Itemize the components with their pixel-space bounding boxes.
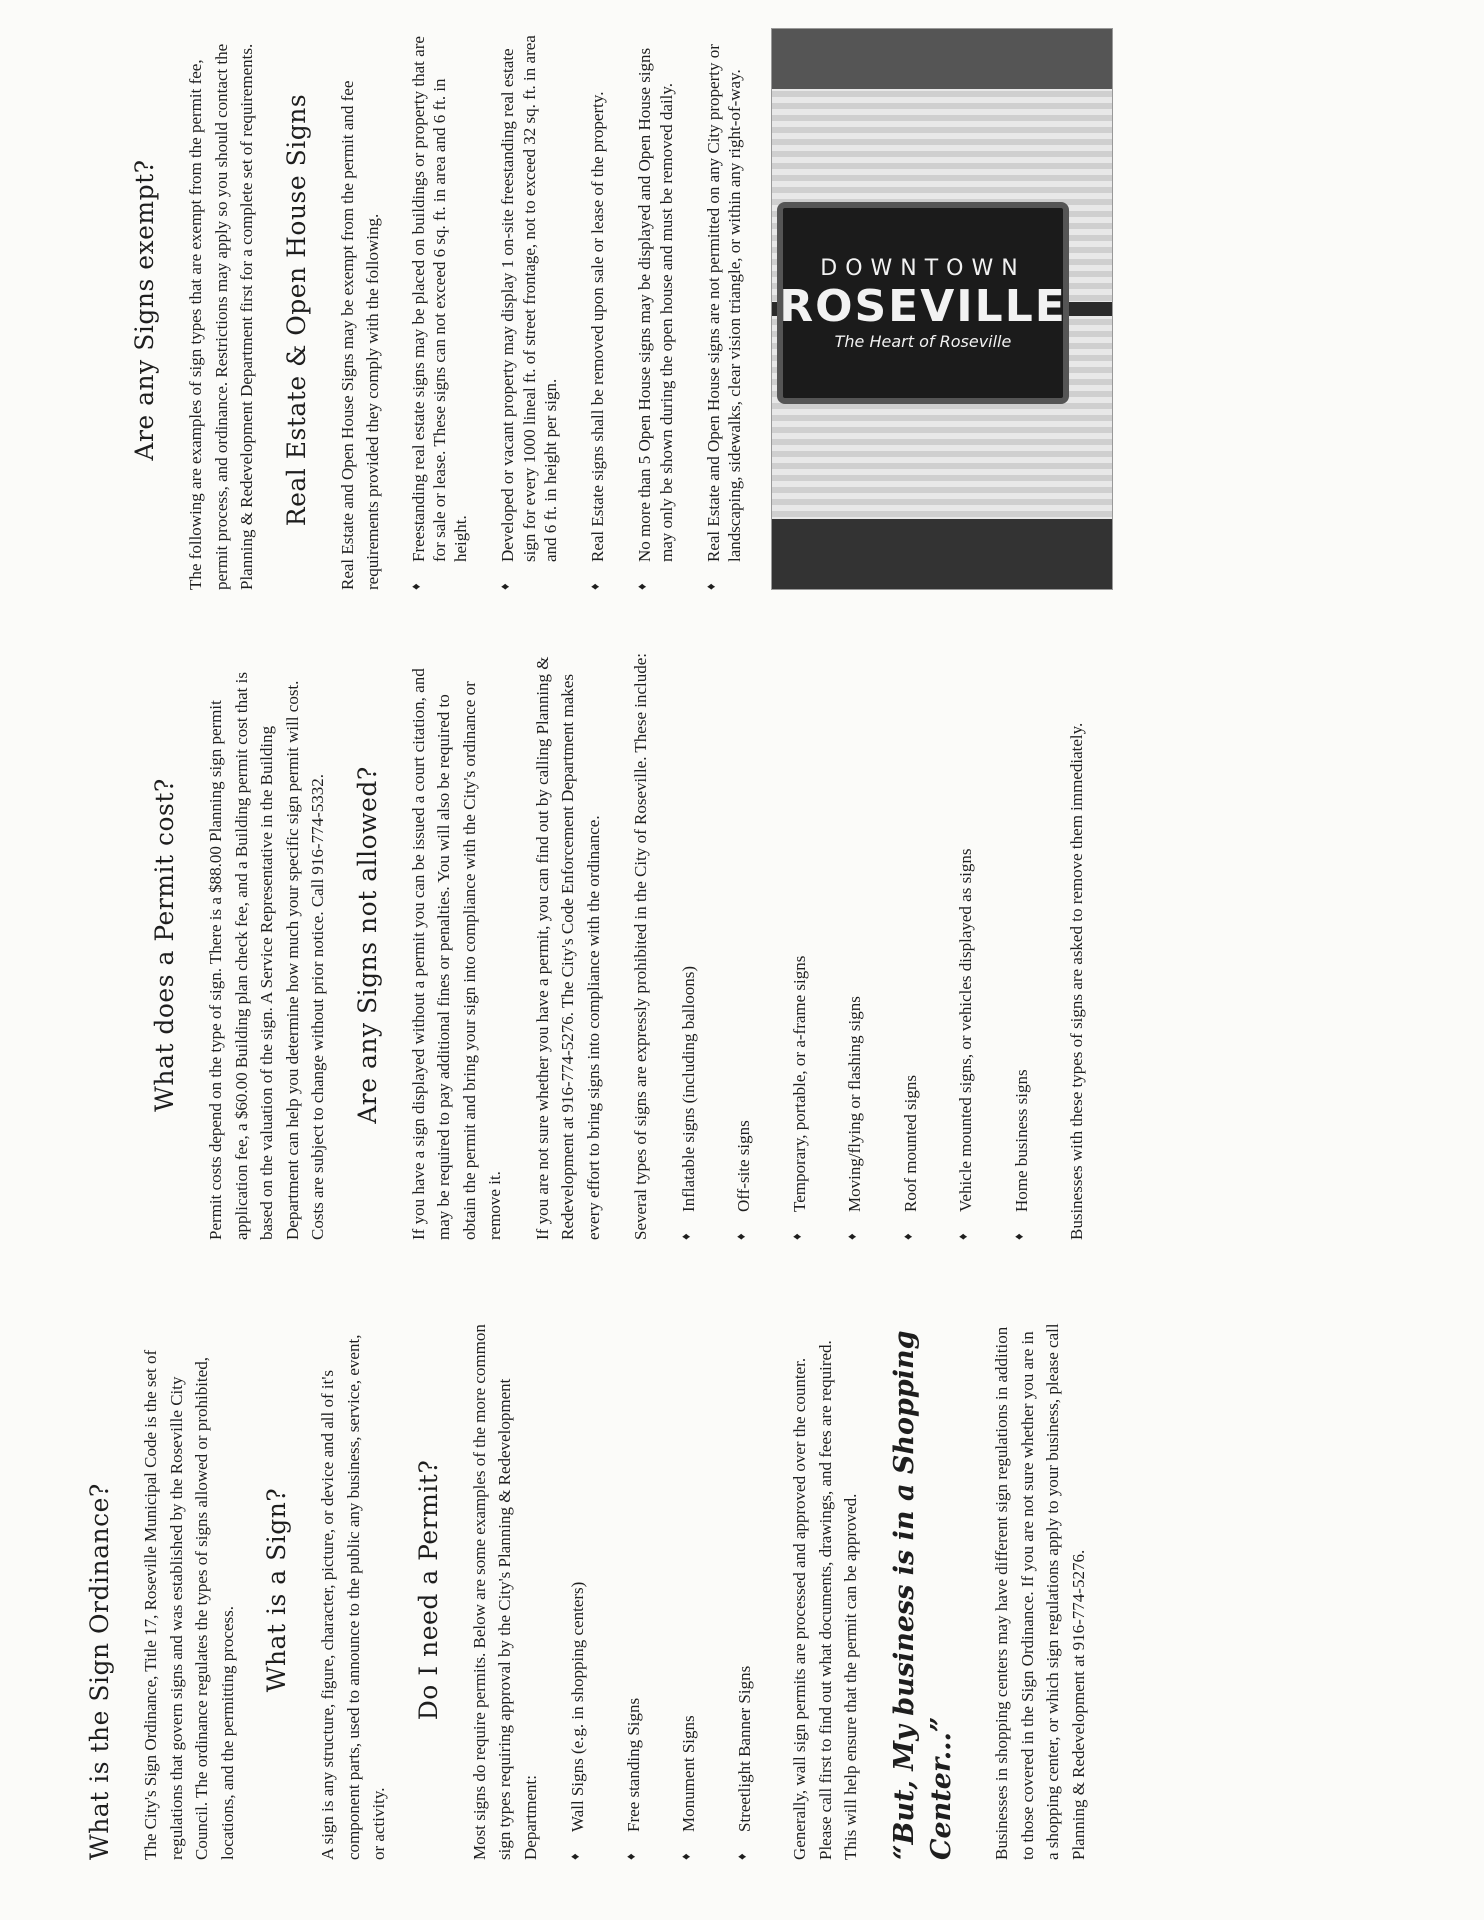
panel-sign-ordinance: [0, 1290, 1484, 1880]
text-signs-not-allowed: If you have a sign displayed without a permit you can be issued a court citation, and may be required to pay additional fines or penalties. You will also be required to obtain the permit and bring your sign into compliance with the City's ordinance or remove it.: [408, 668, 504, 1240]
text-signs-exempt: The following are examples of sign types that are exempt from the permit fee, permit process, and ordinance. Restrictions may apply so you should contact the Planning & Redevelopment Department first for a complete set of requirements.: [186, 43, 256, 590]
downtown-roseville-sign-photo: [771, 28, 1113, 590]
list-item: ♦ Temporary, portable, or a-frame signs: [787, 650, 813, 1240]
text-prohibited-intro: Several types of signs are expressly prohibited in the City of Roseville. These include:: [631, 652, 650, 1240]
list-item: ♦ Roof mounted signs: [898, 650, 924, 1240]
heading-what-is-sign-ordinance: What is the Sign Ordinance?: [85, 1483, 114, 1860]
text-real-estate-intro: Real Estate and Open House Signs may be exempt from the permit and fee requirements provided they comply with the following.: [337, 80, 382, 590]
list-item: ♦ Developed or vacant property may display 1 on-site freestanding real estate sign for every 1000 lineal ft. of street frontage, not to exceed 32 sq. ft. in area and 6 ft. in height per sign.: [497, 30, 561, 590]
text-sign-ordinance: The City's Sign Ordinance, Title 17, Roseville Municipal Code is the set of regulations that govern signs and was established by the Roseville City Council. The ordinance regulates the types of signs allowed or prohibited, locations, and the permitting process.: [141, 1349, 237, 1860]
text-what-is-a-sign: A sign is any structure, figure, character, picture, or device and all of it's component parts, used to announce to the public any business, service, event, or activity.: [318, 1334, 388, 1860]
list-item: ♦ Moving/flying or flashing signs: [842, 650, 868, 1240]
text-permit-required: Most signs do require permits. Below are some examples of the more common sign types requiring approval by the City's Planning & Redevelopment Department:: [469, 1324, 540, 1860]
list-permit-sign-types: [565, 1320, 757, 1860]
heading-signs-not-allowed: Are any Signs not allowed?: [352, 766, 382, 1124]
list-item: ♦ Free standing Signs: [621, 1320, 647, 1860]
list-real-estate-rules: [408, 30, 746, 590]
list-item: ♦ Vehicle mounted signs, or vehicles displayed as signs: [953, 650, 979, 1240]
sign-line-tagline: The Heart of Roseville: [834, 331, 1012, 351]
list-item: ♦ Inflatable signs (including balloons): [676, 650, 702, 1240]
heading-shopping-center: “But, My business is in a Shopping Center...”: [888, 1330, 958, 1860]
photo-building-shadow: [772, 29, 1112, 89]
heading-real-estate-signs: Real Estate & Open House Signs: [281, 93, 311, 527]
sign-line-downtown: DOWNTOWN: [820, 255, 1026, 281]
sign-line-roseville: ROSEVILLE: [779, 280, 1068, 332]
list-item: ♦ Home business signs: [1009, 650, 1035, 1240]
list-item: ♦ Off-site signs: [731, 650, 757, 1240]
list-item: ♦ Freestanding real estate signs may be placed on buildings or property that are for sale or lease. These signs can not exceed 6 sq. ft. in area and 6 ft. in height.: [408, 30, 472, 590]
list-item: ♦ Monument Signs: [676, 1320, 702, 1860]
text-permit-unsure: If you are not sure whether you have a permit, you can find out by calling Planning & Redevelopment at 916-774-5276. The City's Code Enforcement Department makes every effort to bring signs into compliance with the ordinance.: [532, 656, 603, 1240]
panel-exempt-signs: [0, 10, 1484, 610]
heading-do-i-need-permit: Do I need a Permit?: [413, 1459, 443, 1721]
photo-building-shadow: [772, 519, 1112, 589]
text-permit-cost: Permit costs depend on the type of sign. There is a $88.00 Planning sign permit application fee, a $60.00 Building plan check fee, and a Building permit cost that is based on the valuation of the sign. A Service Representative in the Building Department can help you determine how much your specific sign permit will cost. Costs are subject to change without prior notice. Call 916-774-5332.: [206, 672, 327, 1240]
panel-permit-cost: [0, 630, 1484, 1260]
text-wall-sign-permits: Generally, wall sign permits are processed and approved over the counter. Please call first to find out what documents, drawings, and fees are required. This will help ensure that the permit can be approved.: [790, 1340, 860, 1860]
text-remove-signs: Businesses with these types of signs are asked to remove them immediately.: [1067, 722, 1086, 1240]
list-item: ♦ Wall Signs (e.g. in shopping centers): [565, 1320, 591, 1860]
list-item: ♦ Streetlight Banner Signs: [732, 1320, 758, 1860]
list-item: ♦ Real Estate signs shall be removed upon sale or lease of the property.: [587, 30, 608, 590]
heading-signs-exempt: Are any Signs exempt?: [130, 159, 159, 461]
list-item: ♦ Real Estate and Open House signs are not permitted on any City property or landscaping, sidewalks, clear vision triangle, or within any right-of-way.: [703, 30, 746, 590]
list-item: ♦ No more than 5 Open House signs may be displayed and Open House signs may only be shown during the open house and must be removed daily.: [634, 30, 677, 590]
list-prohibited-signs: [676, 650, 1035, 1240]
photo-street-sign: [777, 202, 1069, 404]
heading-permit-cost: What does a Permit cost?: [150, 778, 179, 1112]
text-shopping-center: Businesses in shopping centers may have different sign regulations in addition to those covered in the Sign Ordinance. If you are not sure whether you are in a shopping center, or which sign regulations apply to your business, please call Planning & Redevelopment at 916-774-5276.: [992, 1323, 1088, 1860]
heading-what-is-a-sign: What is a Sign?: [262, 1487, 291, 1693]
